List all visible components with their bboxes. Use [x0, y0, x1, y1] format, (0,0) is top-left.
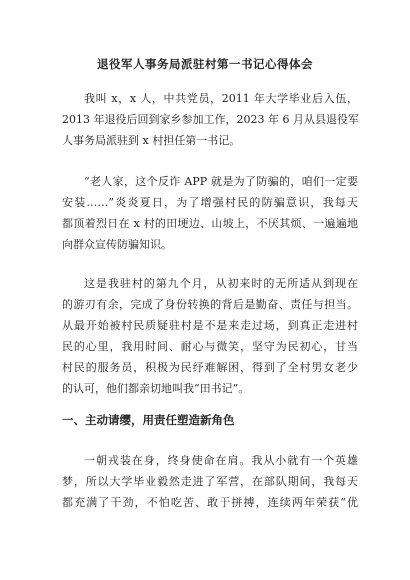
paragraph-line: 向群众宣传防骗知识。 — [62, 238, 172, 251]
paragraph-line: 安装……”炎炎夏日，为了增强村民的防骗意识，我每天 — [62, 196, 358, 209]
section-heading: 一、主动请缨，用责任塑造新角色 — [62, 413, 235, 427]
paragraph-line: 都充满了干劲，不怕吃苦、敢于拼搏，连续两年荣获“优 — [62, 496, 358, 509]
paragraph-line: “老人家，这个反诈 APP 就是为了防骗的，咱们一定要 — [84, 175, 358, 188]
paragraph-line: 人事务局派驻到 x 村担任第一书记。 — [62, 134, 241, 147]
paragraph-line: 的游刃有余，完成了身份转换的背后是勤奋、责任与担当。 — [62, 298, 358, 311]
paragraph-line: 一朝戎装在身，终身使命在肩。我从小就有一个英雄 — [84, 454, 358, 467]
paragraph-line: 从最开始被村民质疑驻村是不是来走过场，到真正走进村 — [62, 319, 358, 332]
paragraph-line: 梦，所以大学毕业毅然走进了军营，在部队期间，我每天 — [62, 475, 358, 488]
document-title: 退役军人事务局派驻村第一书记心得体会 — [97, 57, 313, 71]
paragraph-line: 民的心里，我用时间、耐心与微笑，坚守为民初心，甘当 — [62, 340, 358, 353]
paragraph-ninth-month — [62, 273, 358, 399]
paragraph-line: 村民的服务员，积极为民纾难解困，得到了全村男女老少 — [62, 361, 358, 374]
paragraph-line: 这是我驻村的第九个月，从初来时的无所适从到现在 — [84, 277, 358, 290]
paragraph-intro — [62, 88, 358, 151]
paragraph-line: 的认可，他们都亲切地叫我“田书记”。 — [62, 382, 250, 395]
paragraph-anti-fraud — [62, 171, 358, 255]
paragraph-military-dream — [62, 450, 358, 513]
paragraph-line: 我叫 x，x 人，中共党员，2011 年大学毕业后入伍， — [84, 92, 358, 105]
paragraph-line: 都顶着烈日在 x 村的田埂边、山坡上，不厌其烦、一遍遍地 — [62, 217, 358, 230]
paragraph-line: 2013 年退役后回到家乡参加工作，2023 年 6 月从县退役军 — [62, 113, 359, 126]
